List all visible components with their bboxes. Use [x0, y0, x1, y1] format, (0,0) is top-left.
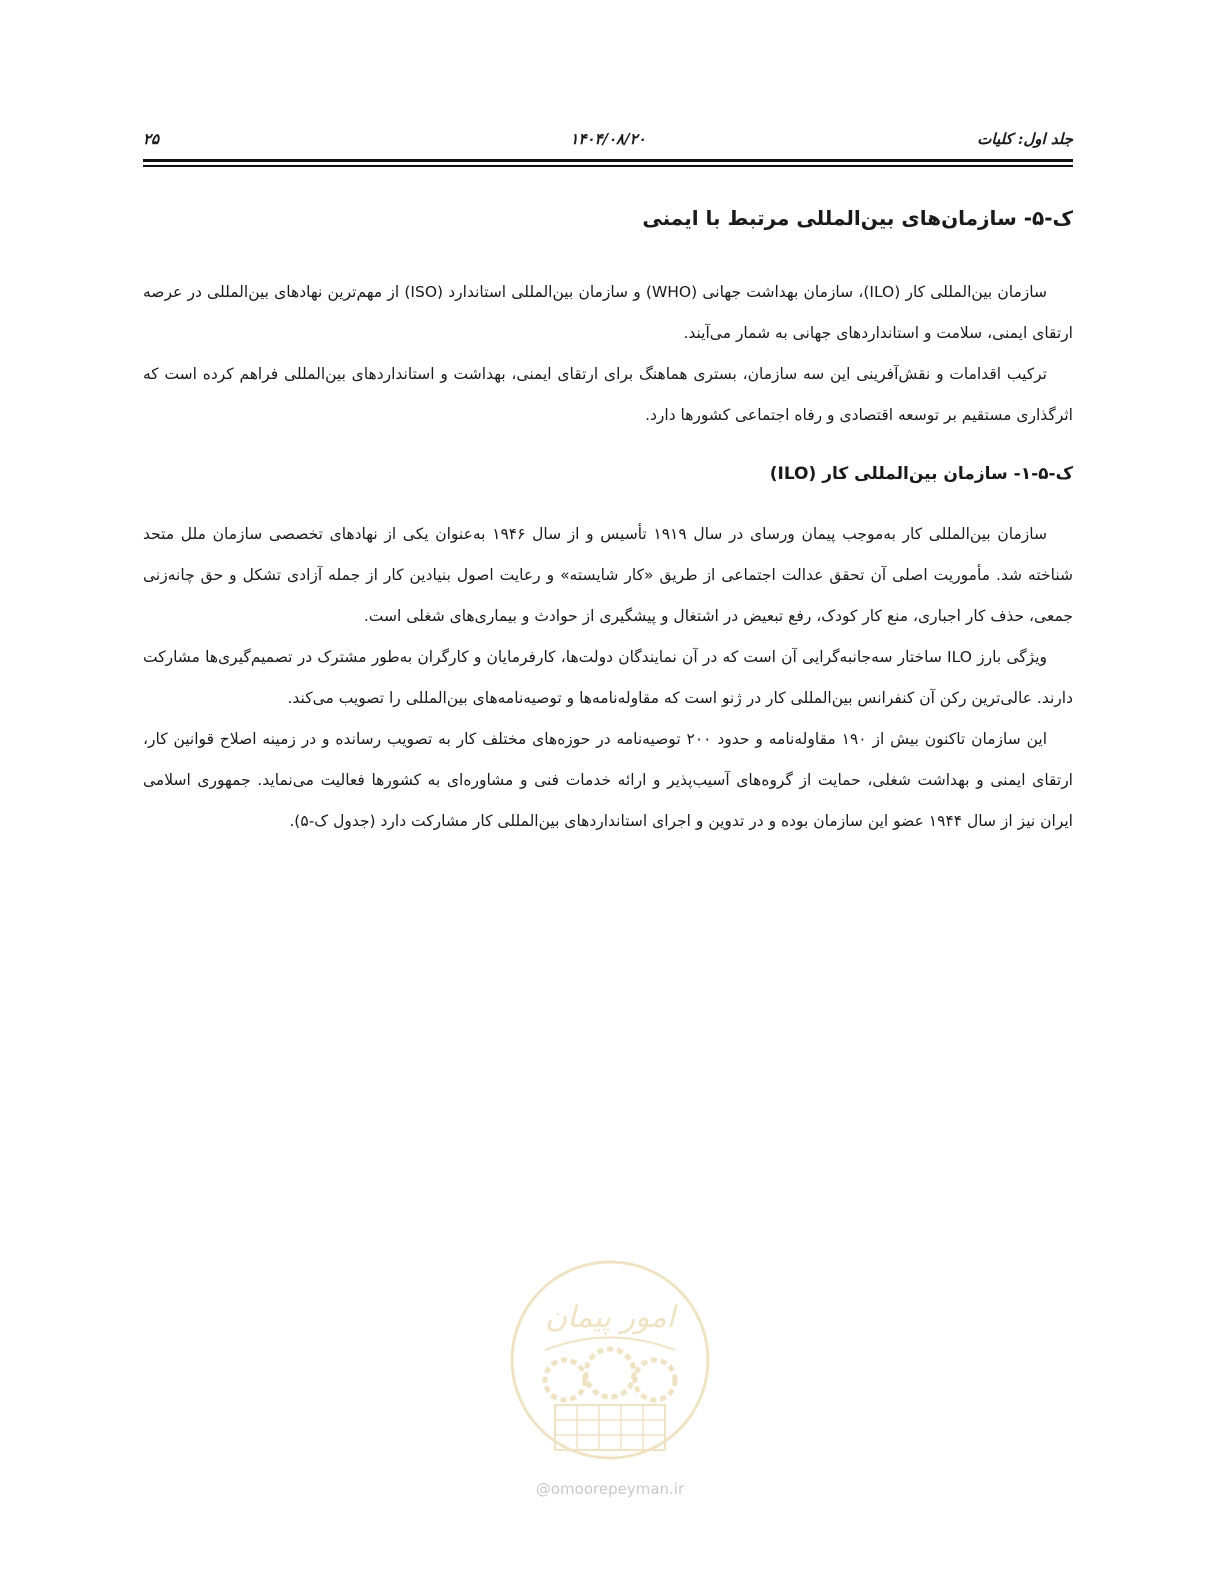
paragraph: این سازمان تاکنون بیش از ۱۹۰ مقاوله‌نامه و حدود ۲۰۰ توصیه‌نامه در حوزه‌های مختلف کار به تصویب رسانده و در زمینه اصلاح قوانین کار، ارتقای ایمنی و بهداشت شغلی، حمایت از گروه‌های آسیب‌پذیر و ارائه خدمات فنی و مشاوره‌ای به کشورها فعالیت می‌نماید. جمهوری اسلامی ایران نیز از سال ۱۹۴۴ عضو این سازمان بوده و در تدوین و اجرای استانداردهای بین‌المللی کار مشارکت دارد (جدول ک-۵). [143, 730, 1073, 830]
paragraph: ترکیب اقدامات و نقش‌آفرینی این سه سازمان، بستری هماهنگ برای ارتقای ایمنی، بهداشت و استانداردهای بین‌المللی فراهم کرده است که اثرگذاری مستقیم بر توسعه اقتصادی و رفاه اجتماعی کشورها دارد. [143, 365, 1073, 424]
at-icon: @ [535, 1480, 551, 1498]
header-rule-thick [143, 159, 1073, 162]
watermark-logo-text: امور پیمان [545, 1300, 675, 1335]
section-title: ک-۵- سازمان‌های بین‌المللی مرتبط با ایمنی [642, 206, 1073, 230]
paragraph: سازمان بین‌المللی کار (ILO)، سازمان بهداشت جهانی (WHO) و سازمان بین‌المللی استاندارد (ISO) از مهم‌ترین نهادهای بین‌المللی در عرصه ارتقای ایمنی، سلامت و استانداردهای جهانی به شمار می‌آیند. [143, 283, 1073, 342]
subsection-title: ک-۵-۱- سازمان بین‌المللی کار (ILO) [769, 464, 1073, 484]
watermark-url-text: omoorepeyman.ir [550, 1480, 685, 1498]
paragraph: سازمان بین‌المللی کار به‌موجب پیمان ورسای در سال ۱۹۱۹ تأسیس و از سال ۱۹۴۶ به‌عنوان یکی از نهادهای تخصصی سازمان ملل متحد شناخته شد. مأموریت اصلی آن تحقق عدالت اجتماعی از طریق «کار شایسته» و رعایت اصول بنیادین کار از جمله آزادی تشکل و حق چانه‌زنی جمعی، حذف کار اجباری، منع کار کودک، رفع تبعیض در اشتغال و پیشگیری از حوادث و بیماری‌های شغلی است. [143, 525, 1073, 625]
paragraph: ویژگی بارز ILO ساختار سه‌جانبه‌گرایی آن است که در آن نمایندگان دولت‌ها، کارفرمایان و کارگران به‌طور مشترک در تصمیم‌گیری‌ها مشارکت دارند. عالی‌ترین رکن آن کنفرانس بین‌المللی کار در ژنو است که مقاوله‌نامه‌ها و توصیه‌نامه‌های بین‌المللی را تصویب می‌کند. [143, 648, 1073, 707]
page-content [143, 196, 1073, 842]
page-header [143, 130, 1073, 158]
volume-title: جلد اول: کلیات [977, 130, 1073, 148]
header-rule-thin [143, 165, 1073, 167]
page-number: ۲۵ [143, 130, 160, 148]
watermark-logo-icon [505, 1255, 715, 1475]
header-date: ۱۴۰۴/۰۸/۲۰ [570, 130, 646, 148]
watermark-url [505, 1480, 715, 1498]
